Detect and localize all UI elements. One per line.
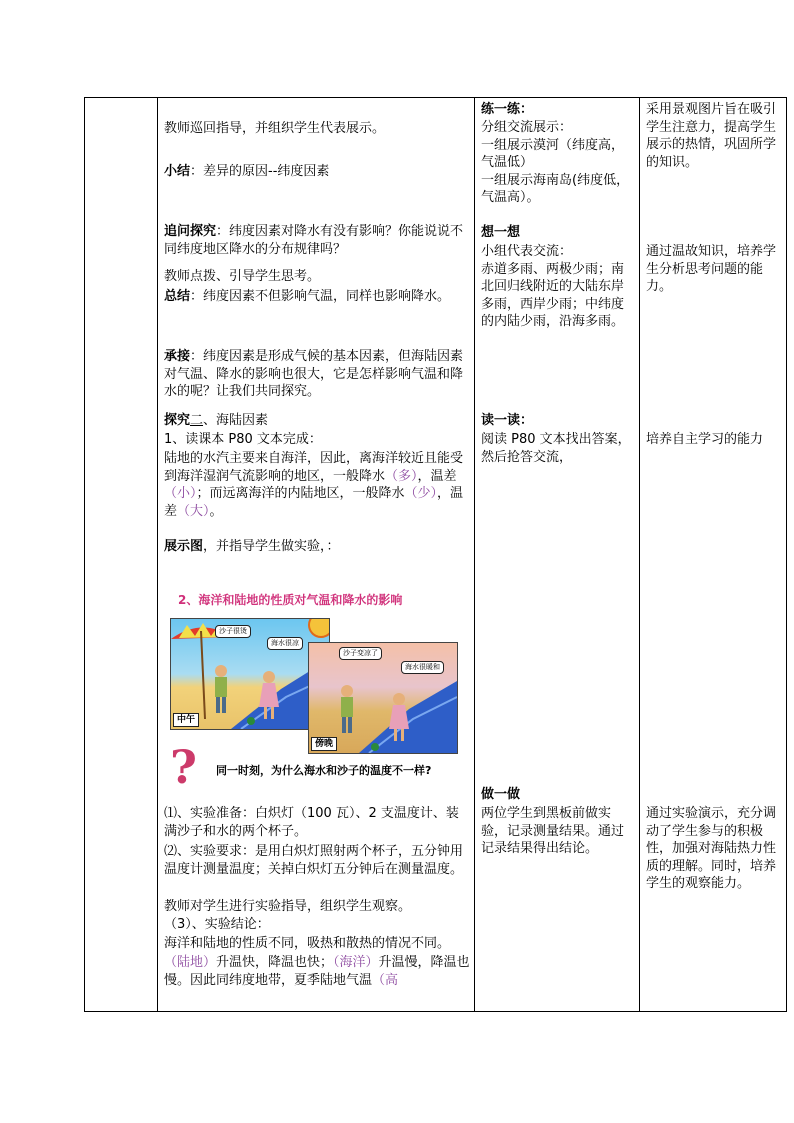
explore-text: 、海陆因素: [203, 413, 269, 428]
paragraph-summary: [164, 163, 470, 181]
paragraph-explore-2: [164, 412, 470, 430]
intent-2: 通过温故知识，培养学生分析思考问题的能力。: [646, 244, 777, 294]
figure-title: 2、海洋和陆地的性质对气温和降水的影响: [178, 593, 403, 607]
followup-text: ：纬度因素对降水有没有影响？你能说说不同纬度地区降水的分布规律吗？: [164, 224, 464, 257]
intent-1: 采用景观图片旨在吸引学生注意力，提高学生展示的热情，巩固所学的知识。: [646, 102, 777, 170]
paragraph-reading-task: 1、读课本 P80 文本完成：: [164, 432, 322, 447]
show-figure-label: 展示图: [164, 539, 204, 554]
conclusion-text: ：纬度因素不但影响气温，同样也影响降水。: [190, 289, 451, 304]
conclusion-label: 总结: [164, 289, 191, 304]
summary-label: 小结: [164, 164, 191, 179]
answer-part-e: ；而远离海洋的内陆地区，一般降水: [196, 486, 405, 501]
answer-less: （少）: [404, 486, 438, 501]
answer-small: （小）: [164, 486, 197, 501]
practice-text: 分组交流展示： 一组展示漠河（纬度高，气温低） 一组展示海南岛(纬度低，气温高）。: [481, 120, 630, 205]
tag-evening: 傍晚: [311, 737, 337, 751]
tag-noon: 中午: [173, 713, 199, 727]
transition-text: ：纬度因素是形成气候的基本因素，但海陆因素对气温、降水的影响也很大，它是怎样影响气温和降水的呢？让我们共同探究。: [164, 349, 464, 399]
lesson-plan-table: [84, 97, 787, 1012]
teacher-activity-cell: [158, 98, 475, 1012]
explore-label: 探究: [164, 413, 191, 428]
design-intent-cell: [640, 98, 787, 1012]
answer-more: （多）: [385, 468, 418, 484]
speech-bubble-sand-cool: 沙子变凉了: [339, 647, 382, 660]
speech-bubble-sea-warm: 海水很暖和: [401, 661, 444, 674]
transition-label: 承接: [164, 349, 191, 364]
figure-question: 同一时刻，为什么海水和沙子的温度不一样?: [216, 764, 432, 777]
heating-text-b: 升温快，降温也快；: [216, 955, 334, 970]
evening-slide: [308, 642, 458, 754]
read-title: 读一读：: [481, 413, 534, 428]
answer-part-g: ，温差: [164, 486, 464, 519]
paragraph-followup: [164, 223, 470, 258]
answer-high: （高: [372, 972, 399, 988]
answer-large: （大）: [177, 503, 210, 519]
heating-text-d: 升温慢，降温也慢。因此同纬度地带，夏季陆地气温: [164, 955, 470, 988]
noon-slide: [170, 618, 330, 730]
question-mark-icon: ?: [170, 740, 197, 794]
intent-3: 培养自主学习的能力: [646, 432, 764, 447]
think-text: 小组代表交流： 赤道多雨、两极少雨；南北回归线附近的大陆东岸多雨，西岸少雨；中纬度的内陆少雨，沿海多雨。: [481, 244, 625, 329]
answer-part-a: 陆地的水汽主要来自海洋，因此，离海洋较近且能受到海洋湿润气流影响的地区，一般降水: [164, 451, 464, 484]
paragraph-experiment-result: 海洋和陆地的性质不同，吸热和散热的情况不同。: [164, 936, 451, 951]
paragraph-experiment-prep: ⑴、实验准备：白炽灯（100 瓦）、2 支温度计、装满沙子和水的两个杯子。: [164, 806, 459, 839]
summary-text: ：差异的原因--纬度因素: [190, 164, 330, 179]
answer-land: （陆地）: [164, 955, 217, 970]
do-text: 两位学生到黑板前做实验，记录测量结果。通过记录结果得出结论。: [481, 806, 625, 856]
do-title: 做一做: [481, 787, 521, 802]
answer-period: 。: [209, 503, 223, 519]
think-title: 想一想: [481, 225, 521, 240]
paragraph-heating-rates: [164, 954, 470, 989]
read-text: 阅读 P80 文本找出答案，然后抢答交流，: [481, 432, 631, 465]
paragraph-experiment-req: ⑵、实验要求：是用白炽灯照射两个杯子，五分钟用温度计测量温度；关掉白炽灯五分钟后在测量温度。: [164, 844, 464, 877]
practice-title: 练一练：: [481, 102, 534, 117]
paragraph-guidance: 教师巡回指导，并组织学生代表展示。: [164, 121, 386, 136]
paragraph-transition: [164, 348, 470, 401]
intent-4: 通过实验演示，充分调动了学生参与的积极性，加强对海陆热力性质的理解。同时，培养学生的观察能力。: [646, 806, 777, 891]
paragraph-conclusion: [164, 288, 470, 306]
paragraph-teacher-hint: 教师点拨、引导学生思考。: [164, 269, 321, 284]
answer-ocean: （海洋）: [333, 955, 379, 970]
show-figure-text: ，并指导学生做实验，：: [203, 539, 340, 554]
paragraph-experiment-guide: 教师对学生进行实验指导，组织学生观察。: [164, 899, 412, 914]
paragraph-experiment-conclusion-head: （3）、实验结论：: [164, 917, 270, 932]
speech-bubble-sea-cool: 海水很凉: [267, 637, 303, 650]
column-1-cell: [85, 98, 158, 1012]
paragraph-reading-answer: [164, 450, 470, 520]
speech-bubble-sand-hot: 沙子很烫: [215, 625, 251, 638]
paragraph-show-figure: [164, 538, 470, 556]
answer-part-c: ，温差: [417, 468, 457, 484]
followup-label: 追问探究: [164, 224, 217, 239]
student-activity-cell: [475, 98, 640, 1012]
sea-land-figure: [158, 578, 474, 798]
explore-number: 二: [190, 413, 204, 428]
